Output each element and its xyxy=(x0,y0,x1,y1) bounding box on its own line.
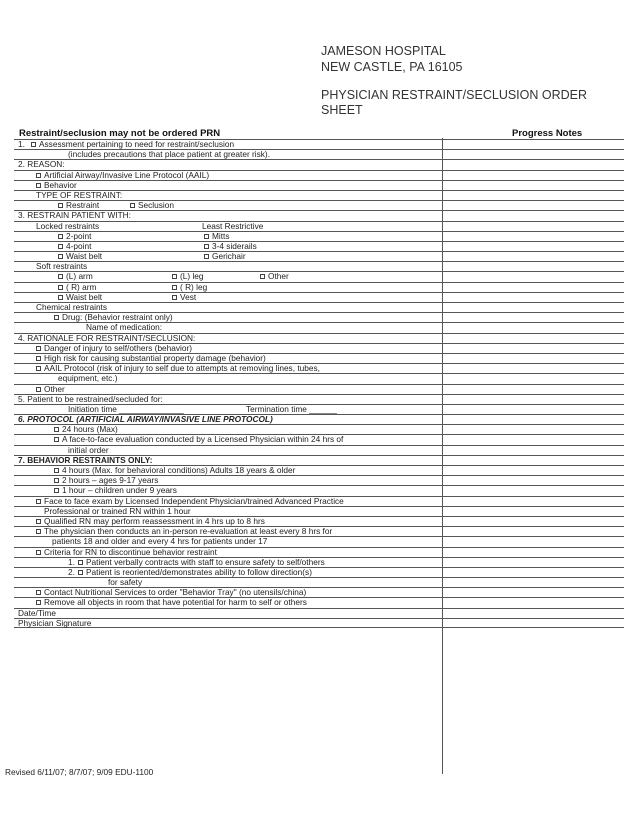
form-row xyxy=(14,567,624,577)
checkbox[interactable] xyxy=(36,550,41,555)
form-row xyxy=(14,485,624,495)
checkbox[interactable] xyxy=(58,254,63,259)
form-row xyxy=(14,271,624,281)
checkbox-option[interactable] xyxy=(54,476,158,485)
form-text xyxy=(52,537,267,546)
checkbox[interactable] xyxy=(36,590,41,595)
form-text xyxy=(68,150,270,159)
option-label: Date/Time xyxy=(18,607,56,618)
form-row xyxy=(14,526,624,536)
option-label: Remove all objects in room that have potential for harm to self or others xyxy=(44,597,307,608)
checkbox-option[interactable] xyxy=(36,598,307,607)
checkbox-option[interactable] xyxy=(58,252,102,261)
form-row xyxy=(14,200,624,210)
checkbox-option[interactable] xyxy=(172,293,196,302)
checkbox[interactable] xyxy=(204,234,209,239)
option-label: 6. PROTOCOL (ARTIFICIAL AIRWAY/INVASIVE LINE PROTOCOL) xyxy=(18,414,273,425)
option-label: (L) arm xyxy=(66,271,93,282)
option-label: 24 hours (Max) xyxy=(62,424,118,435)
checkbox-option[interactable] xyxy=(130,201,174,210)
option-label: Soft restraints xyxy=(36,261,88,272)
option-label: Locked restraints xyxy=(36,220,100,231)
checkbox[interactable] xyxy=(36,529,41,534)
checkbox[interactable] xyxy=(31,142,36,147)
checkbox[interactable] xyxy=(172,295,177,300)
option-label: ( R) arm xyxy=(66,281,97,292)
option-label: Vest xyxy=(180,291,197,302)
option-label: High risk for causing substantial property damage (behavior) xyxy=(44,352,266,363)
option-label: 5. Patient to be restrained/secluded for: xyxy=(18,393,163,404)
checkbox[interactable] xyxy=(54,478,59,483)
form-title-line1: PHYSICIAN RESTRAINT/SECLUSION ORDER xyxy=(321,88,588,102)
form-text xyxy=(18,619,91,628)
form-row xyxy=(14,180,624,190)
option-label: Professional or trained RN within 1 hour xyxy=(44,505,191,516)
checkbox-option[interactable] xyxy=(36,364,320,373)
form-row xyxy=(14,516,624,526)
checkbox[interactable] xyxy=(58,274,63,279)
checkbox-option[interactable] xyxy=(54,466,295,475)
checkbox-option[interactable] xyxy=(78,568,312,577)
checkbox-option[interactable] xyxy=(204,232,230,241)
option-label: 2. xyxy=(68,566,75,577)
form-row xyxy=(14,261,624,271)
option-label: Name of medication: xyxy=(86,322,163,333)
checkbox[interactable] xyxy=(172,285,177,290)
option-label: Initiation time ______________ xyxy=(68,403,184,414)
checkbox[interactable] xyxy=(54,468,59,473)
option-label: 4 hours (Max. for behavioral conditions) Adults 18 years & older xyxy=(62,465,296,475)
checkbox[interactable] xyxy=(54,437,59,442)
form-row xyxy=(14,597,624,607)
form-row xyxy=(14,608,624,618)
left-column-heading: Restraint/seclusion may not be ordered PRN xyxy=(19,128,221,139)
option-label: initial order xyxy=(68,444,109,455)
checkbox[interactable] xyxy=(36,600,41,605)
option-label: equipment, etc.) xyxy=(58,373,118,384)
form-text xyxy=(36,303,107,312)
form-text xyxy=(36,222,99,231)
form-row xyxy=(14,251,624,261)
form-row xyxy=(14,414,624,424)
option-label: Restraint xyxy=(66,200,100,211)
checkbox[interactable] xyxy=(36,499,41,504)
option-label: Qualified RN may perform reassessment in 4 hrs up to 8 hrs xyxy=(44,515,265,526)
form-row xyxy=(14,618,624,628)
form-text xyxy=(36,262,87,271)
checkbox-option[interactable] xyxy=(36,588,306,597)
checkbox[interactable] xyxy=(36,346,41,351)
checkbox[interactable] xyxy=(36,173,41,178)
checkbox-option[interactable] xyxy=(36,385,65,394)
form-text xyxy=(58,374,118,383)
checkbox-option[interactable] xyxy=(36,548,217,557)
checkbox-option[interactable] xyxy=(204,252,246,261)
form-row xyxy=(14,241,624,251)
option-label: 1. xyxy=(68,556,75,567)
form-row xyxy=(14,139,624,149)
form-row xyxy=(14,353,624,363)
checkbox[interactable] xyxy=(54,488,59,493)
option-label: 7. BEHAVIOR RESTRAINTS ONLY: xyxy=(18,454,153,465)
form-row xyxy=(14,587,624,597)
checkbox[interactable] xyxy=(204,244,209,249)
checkbox[interactable] xyxy=(36,366,41,371)
checkbox-option[interactable] xyxy=(31,140,234,149)
option-label: Assessment pertaining to need for restraint/seclusion xyxy=(39,139,235,149)
form-row xyxy=(14,282,624,292)
option-label: The physician then conducts an in-person re-evaluation at least every 8 hrs for xyxy=(44,526,333,537)
option-label: A face-to-face evaluation conducted by a Licensed Physician within 24 hrs of xyxy=(62,434,344,445)
form-row xyxy=(14,496,624,506)
form-row xyxy=(14,210,624,220)
option-label: for safety xyxy=(108,577,143,588)
option-label: Face to face exam by Licensed Independent Physician/trained Advanced Practice xyxy=(44,495,344,506)
hospital-name: JAMESON HOSPITAL xyxy=(321,44,446,58)
form-row xyxy=(14,373,624,383)
form-row xyxy=(14,465,624,475)
form-text xyxy=(18,211,131,220)
form-text xyxy=(36,191,122,200)
form-title-line2: SHEET xyxy=(321,103,363,117)
form-row xyxy=(14,536,624,546)
checkbox-option[interactable] xyxy=(54,313,173,322)
checkbox[interactable] xyxy=(204,254,209,259)
option-label: Least Restrictive xyxy=(202,220,264,231)
form-text xyxy=(68,568,75,577)
form-text xyxy=(18,395,163,404)
option-label: Patient is reoriented/demonstrates ability to follow direction(s) xyxy=(86,566,312,577)
form-row xyxy=(14,384,624,394)
checkbox[interactable] xyxy=(58,203,63,208)
form-row xyxy=(14,547,624,557)
form-text xyxy=(18,609,56,618)
option-label: Mitts xyxy=(212,230,230,241)
checkbox-option[interactable] xyxy=(36,171,209,180)
option-label: 3. RESTRAIN PATIENT WITH: xyxy=(18,210,131,221)
checkbox[interactable] xyxy=(58,234,63,239)
hospital-city: NEW CASTLE, PA 16105 xyxy=(321,60,463,74)
checkbox[interactable] xyxy=(36,387,41,392)
checkbox-option[interactable] xyxy=(54,425,118,434)
form-row xyxy=(14,424,624,434)
form-row xyxy=(14,404,624,414)
checkbox[interactable] xyxy=(36,519,41,524)
option-label: Behavior xyxy=(44,179,77,190)
checkbox-option[interactable] xyxy=(58,201,99,210)
form-rows xyxy=(14,139,624,628)
form-row xyxy=(14,475,624,485)
checkbox-option[interactable] xyxy=(78,558,325,567)
form-row xyxy=(14,231,624,241)
option-label: Criteria for RN to discontinue behavior restraint xyxy=(44,546,217,557)
form-text xyxy=(68,405,184,414)
form-row xyxy=(14,455,624,465)
option-label: Seclusion xyxy=(138,200,174,211)
option-label: Danger of injury to self/others (behavior) xyxy=(44,342,193,353)
option-label: (includes precautions that place patient at greater risk). xyxy=(68,149,270,160)
form-text xyxy=(18,415,273,424)
option-label: Drug: (Behavior restraint only) xyxy=(62,312,173,323)
checkbox-option[interactable] xyxy=(36,497,344,506)
form-row xyxy=(14,394,624,404)
option-label: 4. RATIONALE FOR RESTRAINT/SECLUSION: xyxy=(18,332,196,343)
checkbox[interactable] xyxy=(36,183,41,188)
option-label: Artificial Airway/Invasive Line Protocol (AAIL) xyxy=(44,169,210,180)
checkbox-option[interactable] xyxy=(36,354,266,363)
form-text xyxy=(202,222,263,231)
checkbox-option[interactable] xyxy=(172,272,204,281)
form-text xyxy=(86,323,162,332)
form-row xyxy=(14,159,624,169)
checkbox[interactable] xyxy=(260,274,265,279)
form-row xyxy=(14,312,624,322)
form-row xyxy=(14,506,624,516)
option-label: 3-4 siderails xyxy=(212,240,257,251)
option-label: 2-point xyxy=(66,230,92,241)
option-label: Other xyxy=(44,383,65,394)
form-text xyxy=(44,507,191,516)
checkbox-option[interactable] xyxy=(58,242,91,251)
checkbox-option[interactable] xyxy=(36,517,265,526)
progress-notes-heading: Progress Notes xyxy=(512,128,583,139)
form-text xyxy=(108,578,142,587)
option-label: ( R) leg xyxy=(180,281,208,292)
option-label: AAIL Protocol (risk of injury to self due to attempts at removing lines, tubes, xyxy=(44,363,320,374)
form-text xyxy=(246,405,337,414)
form-text xyxy=(18,456,152,465)
option-label: patients 18 and older and every 4 hrs for patients under 17 xyxy=(52,536,268,547)
checkbox-option[interactable] xyxy=(58,293,102,302)
checkbox[interactable] xyxy=(54,315,59,320)
form-row xyxy=(14,577,624,587)
checkbox[interactable] xyxy=(58,244,63,249)
form-text xyxy=(18,160,65,169)
checkbox[interactable] xyxy=(54,427,59,432)
checkbox-option[interactable] xyxy=(36,344,192,353)
checkbox-option[interactable] xyxy=(36,181,77,190)
checkbox[interactable] xyxy=(172,274,177,279)
option-label: 4-point xyxy=(66,240,92,251)
option-label: Physician Signature xyxy=(18,617,92,628)
form-row xyxy=(14,343,624,353)
checkbox[interactable] xyxy=(78,560,83,565)
checkbox[interactable] xyxy=(78,570,83,575)
form-row xyxy=(14,333,624,343)
option-label: 2 hours – ages 9-17 years xyxy=(62,475,159,486)
checkbox[interactable] xyxy=(36,356,41,361)
form-row xyxy=(14,322,624,332)
form-text xyxy=(68,446,109,455)
checkbox-option[interactable] xyxy=(172,283,207,292)
form-row xyxy=(14,221,624,231)
option-label: Patient verbally contracts with staff to ensure safety to self/others xyxy=(86,556,325,567)
checkbox[interactable] xyxy=(130,203,135,208)
form-row xyxy=(14,149,624,159)
checkbox-option[interactable] xyxy=(260,272,289,281)
form-text xyxy=(68,558,75,567)
option-label: Waist belt xyxy=(66,251,103,262)
checkbox-option[interactable] xyxy=(36,527,332,536)
checkbox-option[interactable] xyxy=(58,232,91,241)
checkbox[interactable] xyxy=(58,295,63,300)
form-row xyxy=(14,292,624,302)
option-label: Termination time ______ xyxy=(246,403,337,414)
option-label: Waist belt xyxy=(66,291,103,302)
checkbox-option[interactable] xyxy=(204,242,257,251)
checkbox-option[interactable] xyxy=(54,435,343,444)
form-row xyxy=(14,302,624,312)
option-label: TYPE OF RESTRAINT: xyxy=(36,189,123,200)
option-label: Contact Nutritional Services to order "Behavior Tray" (no utensils/china) xyxy=(44,587,307,598)
checkbox-option[interactable] xyxy=(54,486,177,495)
form-text xyxy=(18,140,25,149)
form-row xyxy=(14,363,624,373)
checkbox-option[interactable] xyxy=(58,272,93,281)
form-row xyxy=(14,445,624,455)
form-row xyxy=(14,557,624,567)
form-row xyxy=(14,434,624,444)
option-label: Gerichair xyxy=(212,251,246,262)
revision-footer: Revised 6/11/07; 8/7/07; 9/09 EDU-1100 xyxy=(5,767,154,777)
form-text xyxy=(18,334,195,343)
option-label: Chemical restraints xyxy=(36,302,108,312)
option-label: Other xyxy=(268,271,289,282)
form-row xyxy=(14,190,624,200)
checkbox[interactable] xyxy=(58,285,63,290)
option-label: 2. REASON: xyxy=(18,159,65,170)
option-label: 1 hour – children under 9 years xyxy=(62,485,177,496)
checkbox-option[interactable] xyxy=(58,283,96,292)
option-label: 1. xyxy=(18,139,25,149)
form-row xyxy=(14,170,624,180)
option-label: (L) leg xyxy=(180,271,204,282)
